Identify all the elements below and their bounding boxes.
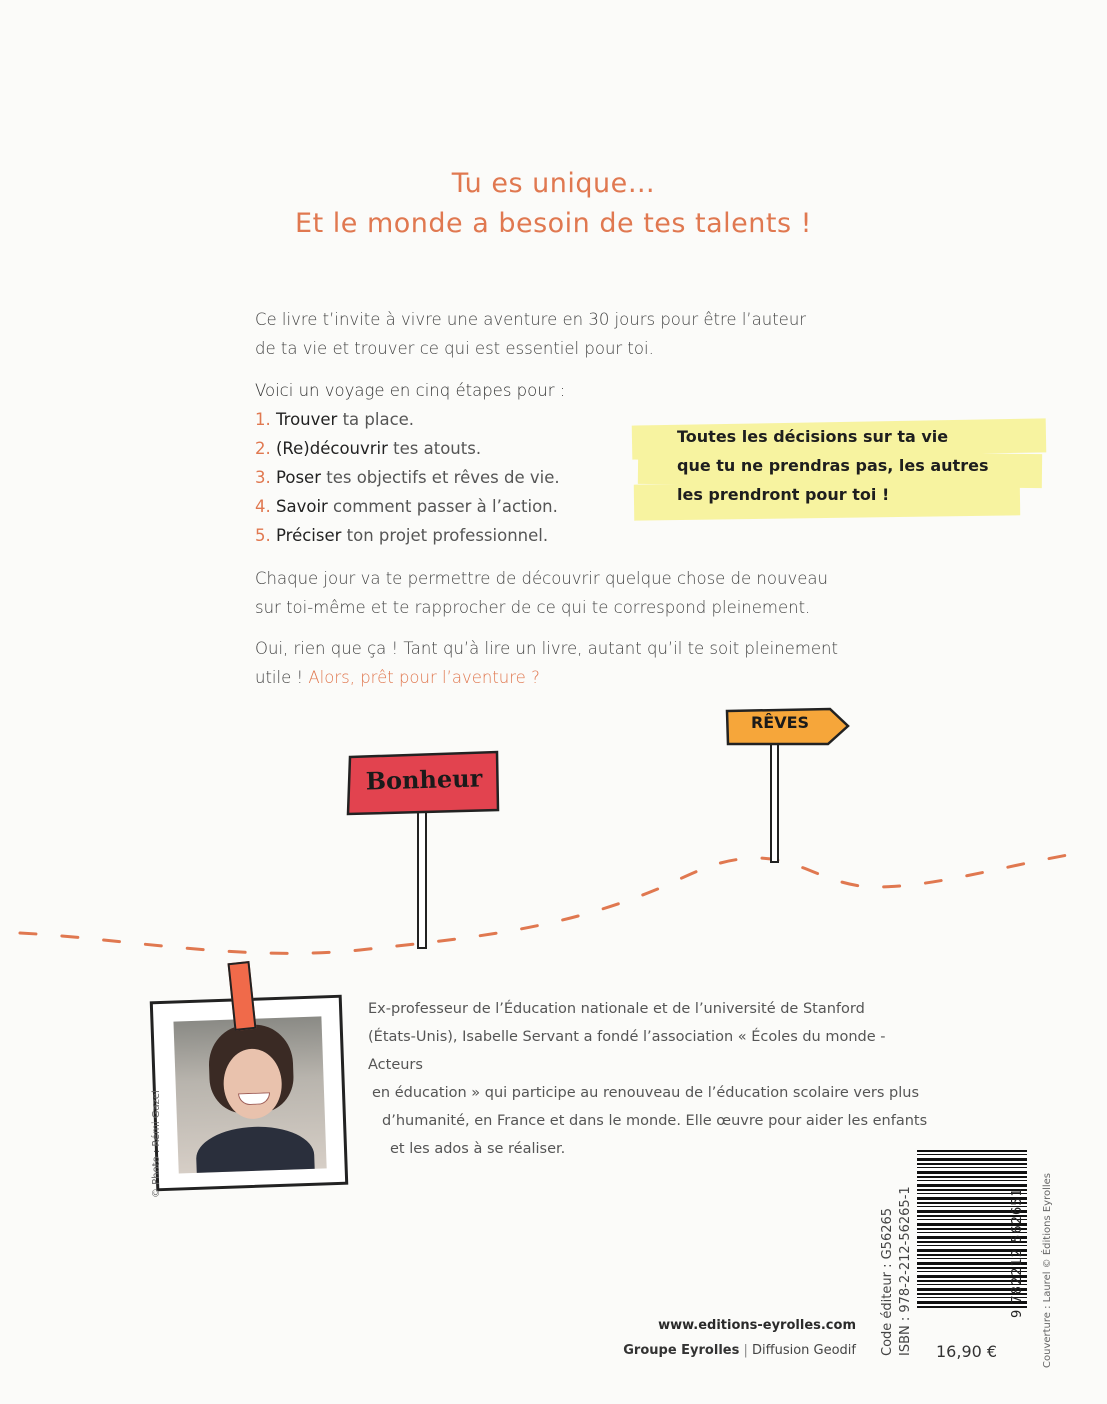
step-keyword: Poser <box>276 468 321 487</box>
headline-line-2: Et le monde a besoin de tes talents ! <box>295 208 812 239</box>
step-number: 2. <box>255 439 271 458</box>
closing-line-2 <box>255 663 895 692</box>
step-text: tes objectifs et rêves de vie. <box>321 468 560 487</box>
bio-line-5: et les ados à se réaliser. <box>390 1141 566 1157</box>
step-number: 5. <box>255 526 271 545</box>
isbn-text: ISBN : 978-2-212-56265-1 <box>898 1186 913 1356</box>
step-number: 4. <box>255 497 271 516</box>
publisher-group: Groupe Eyrolles <box>623 1343 740 1358</box>
intro-paragraph <box>255 305 895 363</box>
daily-paragraph <box>255 564 895 622</box>
step-number: 1. <box>255 410 271 429</box>
intro-line-2: de ta vie et trouver ce qui est essentiel pour toi. <box>255 339 654 358</box>
daily-line-1: Chaque jour va te permettre de découvrir quelque chose de nouveau <box>255 569 828 588</box>
dashed-path <box>20 852 1085 953</box>
quote-line-1: Toutes les décisions sur ta vie <box>677 427 949 446</box>
steps-heading: Voici un voyage en cinq étapes pour : <box>255 381 566 400</box>
headline-line-1: Tu es unique… <box>451 168 656 199</box>
closing-line-2-start: utile ! <box>255 668 309 687</box>
step-item <box>255 463 560 492</box>
barcode-digits: 9 782212 562651 <box>1010 1187 1025 1318</box>
bio-line-2: (États-Unis), Isabelle Servant a fondé l’association « Écoles du monde - Acteurs <box>368 1029 886 1073</box>
step-keyword: Préciser <box>276 526 342 545</box>
step-text: comment passer à l’action. <box>327 497 558 516</box>
publisher-line <box>560 1343 856 1358</box>
step-text: ton projet professionnel. <box>341 526 549 545</box>
shoulders-shape <box>195 1125 315 1174</box>
bio-line-4: d’humanité, en France et dans le monde. Elle œuvre pour aider les enfants <box>382 1113 928 1129</box>
publisher-separator: | <box>743 1343 752 1358</box>
quote-line-3: les prendront pour toi ! <box>677 485 890 504</box>
step-item <box>255 434 560 463</box>
reves-post <box>771 742 778 862</box>
highlight-quote <box>632 420 1052 520</box>
journey-illustration <box>0 700 1107 1000</box>
step-keyword: (Re)découvrir <box>276 439 388 458</box>
cover-credit: Couverture : Laurel © Éditions Eyrolles <box>1042 1172 1053 1368</box>
photo-credit: © Photo : Rémi Gazel <box>151 1090 162 1198</box>
bio-line-1: Ex-professeur de l’Éducation nationale et de l’université de Stanford <box>368 1001 865 1017</box>
closing-call-to-adventure: Alors, prêt pour l’aventure ? <box>308 668 540 687</box>
step-keyword: Savoir <box>276 497 328 516</box>
step-item <box>255 521 560 550</box>
closing-paragraph <box>255 634 895 692</box>
step-text: tes atouts. <box>387 439 482 458</box>
intro-line-1: Ce livre t’invite à vivre une aventure en 30 jours pour être l’auteur <box>255 310 807 329</box>
publisher-distribution: Diffusion Geodif <box>752 1343 856 1358</box>
editor-code: Code éditeur : G56265 <box>880 1207 895 1356</box>
price: 16,90 € <box>936 1342 998 1361</box>
step-keyword: Trouver <box>276 410 338 429</box>
quote-line-2: que tu ne prendras pas, les autres <box>677 456 989 475</box>
bio-line-3: en éducation » qui participe au renouveau de l’éducation scolaire vers plus <box>372 1085 920 1101</box>
step-number: 3. <box>255 468 271 487</box>
step-item <box>255 405 560 434</box>
step-item <box>255 492 560 521</box>
author-photo <box>173 1016 326 1173</box>
steps-list <box>255 405 560 550</box>
website-link[interactable]: www.editions-eyrolles.com <box>658 1318 856 1333</box>
step-text: ta place. <box>337 410 415 429</box>
bonheur-sign-label: Bonheur <box>365 763 483 796</box>
quote-text <box>677 422 988 509</box>
closing-line-1: Oui, rien que ça ! Tant qu’à lire un livre, autant qu’il te soit pleinement <box>255 639 838 658</box>
reves-sign-label: RÊVES <box>750 713 810 732</box>
bonheur-post <box>418 806 426 948</box>
daily-line-2: sur toi-même et te rapprocher de ce qui te correspond pleinement. <box>255 598 811 617</box>
author-bio <box>368 995 928 1163</box>
